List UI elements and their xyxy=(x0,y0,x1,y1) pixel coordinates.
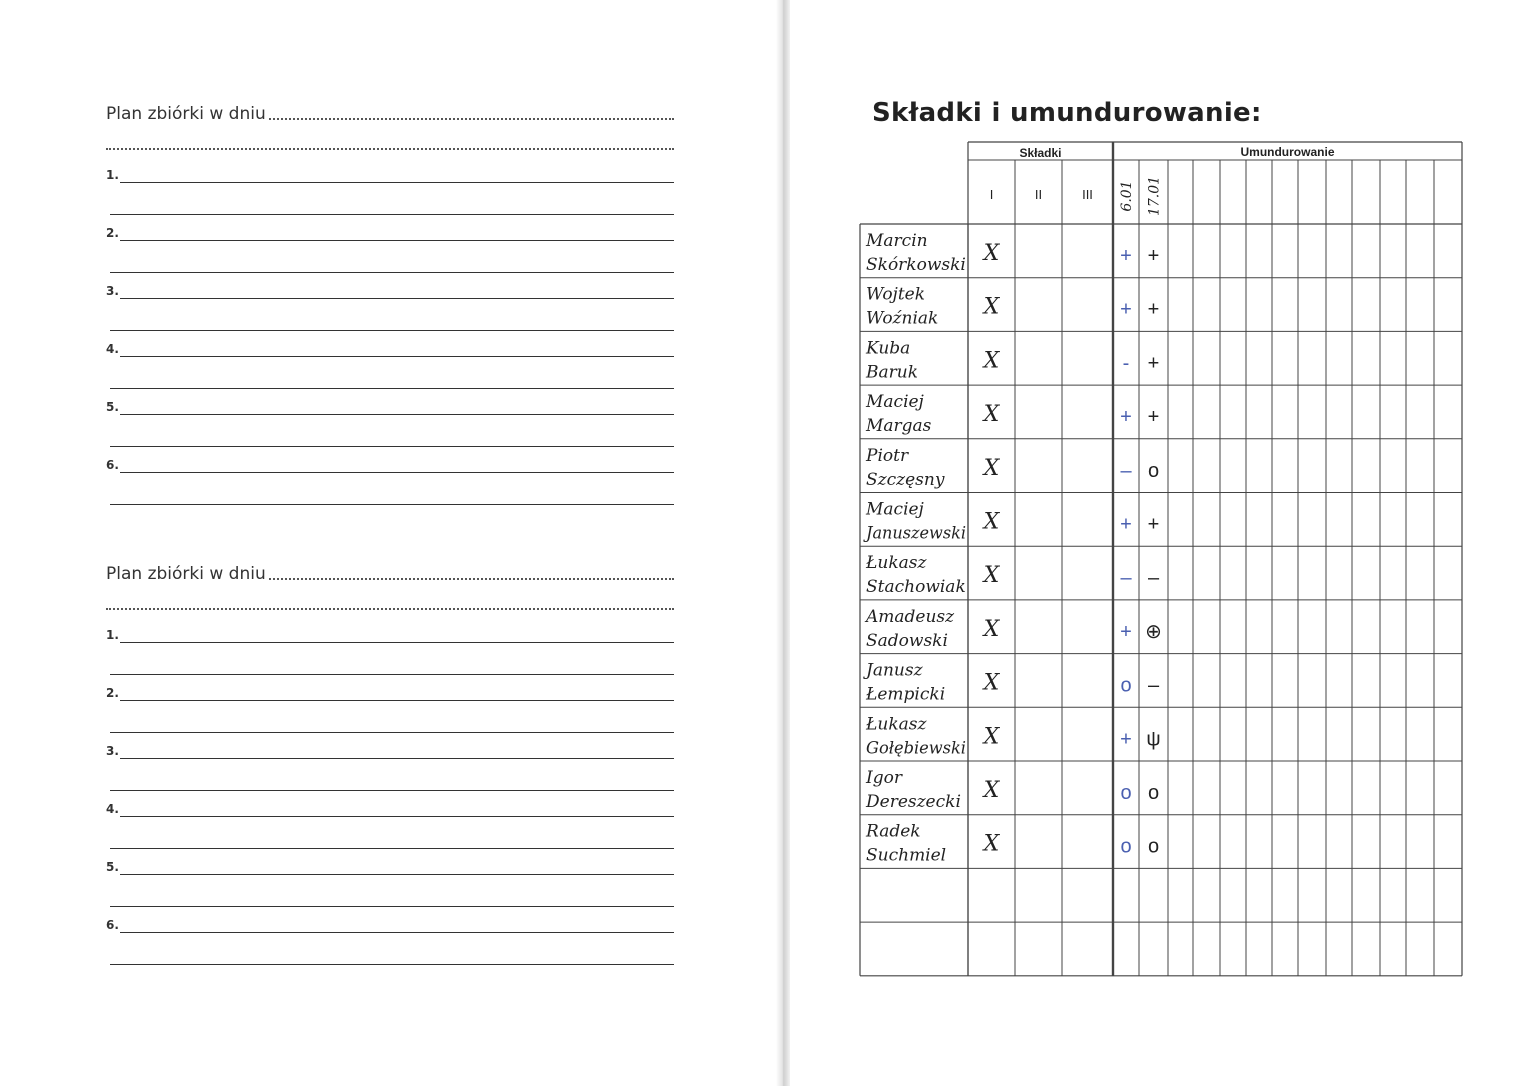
group-header-umundurowanie: Umundurowanie xyxy=(1240,145,1335,159)
uniform-mark: + xyxy=(1120,513,1132,536)
uniform-mark: + xyxy=(1147,298,1160,321)
uniform-mark: + xyxy=(1120,620,1132,643)
fee-mark: X xyxy=(983,294,1000,320)
item-number: 3. xyxy=(106,744,119,758)
uniform-mark: o xyxy=(1120,674,1132,697)
student-first-name: Amadeusz xyxy=(866,606,955,627)
writing-line xyxy=(110,674,674,675)
plan-item xyxy=(106,400,674,458)
uniform-mark: ⊕ xyxy=(1145,620,1162,643)
plan-item xyxy=(106,860,674,918)
writing-line xyxy=(110,848,674,849)
student-last-name: Dereszecki xyxy=(866,792,961,812)
item-number: 4. xyxy=(106,342,119,356)
attendance-table xyxy=(790,0,1536,1086)
uniform-mark: + xyxy=(1120,728,1132,751)
group-header-skladki: Składki xyxy=(1019,146,1062,160)
writing-line xyxy=(110,330,674,331)
writing-line xyxy=(120,816,674,817)
plan-item xyxy=(106,226,674,284)
uniform-mark: o xyxy=(1147,782,1160,804)
uniform-mark: – xyxy=(1120,459,1132,482)
item-number: 1. xyxy=(106,168,119,182)
writing-line xyxy=(120,472,674,473)
student-last-name: Szczęsny xyxy=(866,469,945,490)
fee-mark: X xyxy=(983,616,1000,642)
column-label: II xyxy=(1034,187,1043,202)
student-first-name: Łukasz xyxy=(866,553,927,574)
plan-item xyxy=(106,802,674,860)
student-first-name: Radek xyxy=(866,821,921,842)
student-last-name: Baruk xyxy=(866,362,919,383)
uniform-mark: + xyxy=(1147,513,1160,536)
fee-mark: X xyxy=(983,778,1000,803)
writing-line xyxy=(110,388,674,389)
writing-line xyxy=(120,414,674,415)
fee-mark: X xyxy=(983,241,1000,266)
writing-line xyxy=(110,504,674,505)
uniform-mark: - xyxy=(1122,352,1130,375)
student-last-name: Sadowski xyxy=(866,630,948,651)
writing-line xyxy=(120,874,674,875)
right-page xyxy=(790,0,1536,1086)
fee-mark: X xyxy=(983,455,1000,481)
student-first-name: Wojtek xyxy=(866,284,926,305)
plan-item xyxy=(106,744,674,802)
student-first-name: Janusz xyxy=(866,660,923,681)
uniform-mark: – xyxy=(1120,567,1132,590)
plan-label: Plan zbiórki w dniu xyxy=(106,564,266,584)
writing-line xyxy=(110,790,674,791)
item-number: 2. xyxy=(106,226,119,240)
date-label: 6.01 xyxy=(1119,180,1135,212)
uniform-mark: – xyxy=(1147,567,1160,590)
date-label: 17.01 xyxy=(1146,175,1163,217)
item-number: 2. xyxy=(106,686,119,700)
student-first-name: Marcin xyxy=(866,231,928,251)
plan-item xyxy=(106,168,674,226)
fee-mark: X xyxy=(983,724,1000,750)
column-label: I xyxy=(989,187,994,202)
writing-line xyxy=(120,642,674,643)
student-last-name: Skórkowski xyxy=(866,255,966,275)
writing-line xyxy=(120,182,674,183)
plan-item xyxy=(106,686,674,744)
plan-item xyxy=(106,628,674,686)
student-last-name: Woźniak xyxy=(866,308,939,329)
writing-line xyxy=(120,932,674,933)
uniform-mark: + xyxy=(1147,245,1160,267)
fee-mark: X xyxy=(983,670,1000,696)
item-number: 6. xyxy=(106,918,119,932)
writing-line xyxy=(120,356,674,357)
plan-header xyxy=(106,100,674,126)
uniform-mark: o xyxy=(1147,459,1160,482)
item-number: 4. xyxy=(106,802,119,816)
writing-line xyxy=(120,700,674,701)
student-last-name: Suchmiel xyxy=(866,845,947,866)
student-first-name: Piotr xyxy=(866,445,909,466)
student-last-name: Stachowiak xyxy=(866,577,966,598)
writing-line xyxy=(110,732,674,733)
student-first-name: Maciej xyxy=(866,499,924,520)
uniform-mark: + xyxy=(1147,406,1160,429)
uniform-mark: + xyxy=(1120,406,1132,429)
student-first-name: Maciej xyxy=(866,392,924,413)
uniform-mark: o xyxy=(1120,835,1132,858)
item-number: 6. xyxy=(106,458,119,472)
uniform-mark: ψ xyxy=(1146,728,1161,751)
plan-header xyxy=(106,560,674,586)
student-last-name: Margas xyxy=(866,416,932,437)
plan-section xyxy=(106,100,674,516)
plan-section xyxy=(106,560,674,976)
column-label: III xyxy=(1082,187,1093,202)
fee-mark: X xyxy=(983,348,1000,374)
item-number: 5. xyxy=(106,400,119,414)
uniform-mark: + xyxy=(1120,298,1132,321)
plan-label: Plan zbiórki w dniu xyxy=(106,104,266,124)
writing-line xyxy=(120,298,674,299)
uniform-mark: + xyxy=(1147,352,1160,375)
writing-line xyxy=(110,906,674,907)
writing-line xyxy=(120,240,674,241)
writing-line xyxy=(110,964,674,965)
writing-line xyxy=(120,758,674,759)
student-first-name: Kuba xyxy=(866,338,911,359)
student-last-name: Gołębiewski xyxy=(866,738,966,759)
uniform-mark: o xyxy=(1120,782,1132,804)
writing-line xyxy=(110,446,674,447)
student-first-name: Igor xyxy=(866,768,902,788)
plan-item xyxy=(106,458,674,516)
plan-item xyxy=(106,918,674,976)
writing-line xyxy=(110,214,674,215)
plan-item xyxy=(106,342,674,400)
uniform-mark: + xyxy=(1120,245,1132,267)
page-fold xyxy=(776,0,790,1086)
fee-mark: X xyxy=(983,831,1000,857)
writing-line xyxy=(110,272,674,273)
fee-mark: X xyxy=(983,509,1000,535)
plan-item xyxy=(106,284,674,342)
page-title: Składki i umundurowanie: xyxy=(872,98,1262,128)
uniform-mark: – xyxy=(1147,674,1160,697)
item-number: 5. xyxy=(106,860,119,874)
student-first-name: Łukasz xyxy=(866,714,927,735)
item-number: 1. xyxy=(106,628,119,642)
student-last-name: Łempicki xyxy=(866,684,946,705)
fee-mark: X xyxy=(983,402,1000,428)
item-number: 3. xyxy=(106,284,119,298)
fee-mark: X xyxy=(983,563,1000,589)
uniform-mark: o xyxy=(1147,835,1160,858)
student-last-name: Januszewski xyxy=(863,523,966,544)
